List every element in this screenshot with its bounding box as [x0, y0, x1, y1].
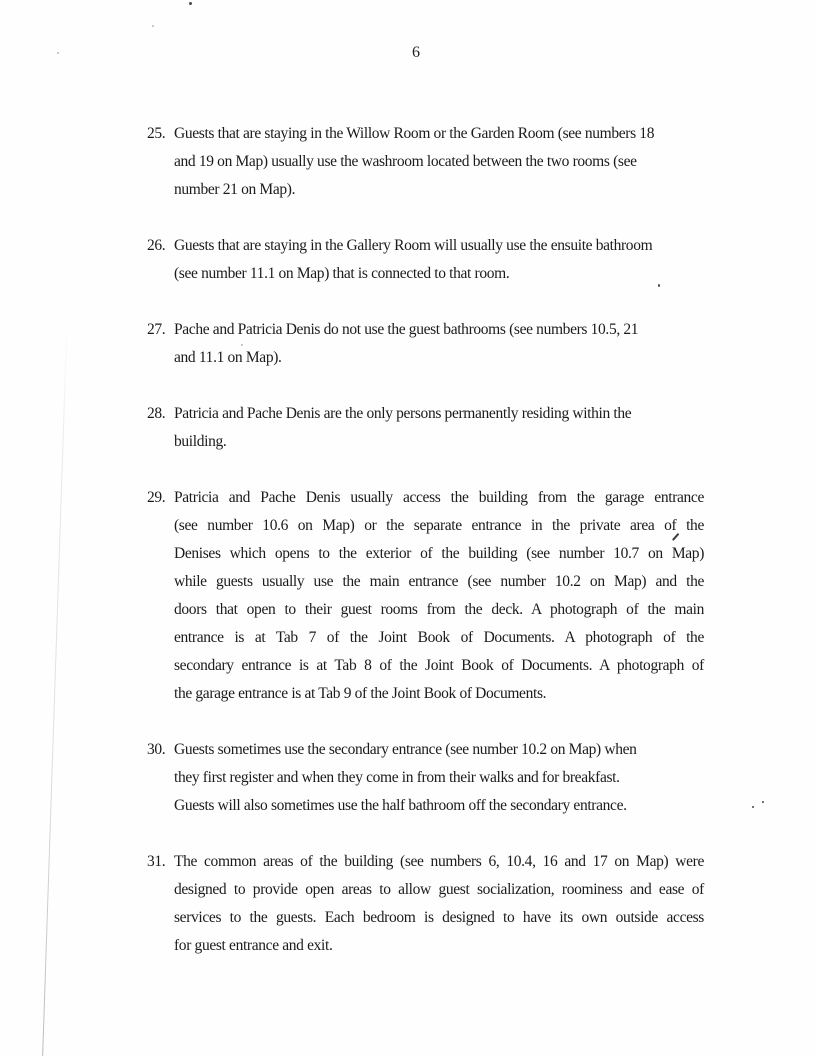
- paragraph-line: building.: [174, 433, 227, 450]
- paragraph-number: 25.: [147, 125, 166, 142]
- scan-speck: [762, 801, 764, 803]
- paragraph-number: 29.: [147, 489, 166, 506]
- paragraph-line: services to the guests. Each bedroom is designed to have its own outside access: [174, 909, 704, 926]
- scan-speck: [189, 2, 192, 5]
- paragraph-line: Guests sometimes use the secondary entrance (see number 10.2 on Map) when: [174, 741, 637, 758]
- paragraph-line: and 11.1 on Map).: [174, 349, 282, 366]
- paragraph-line: The common areas of the building (see numbers 6, 10.4, 16 and 17 on Map) were: [174, 853, 704, 870]
- paragraph-line: and 19 on Map) usually use the washroom located between the two rooms (see: [174, 153, 637, 170]
- paragraph-number: 31.: [147, 853, 166, 870]
- scan-speck: [57, 52, 59, 54]
- paragraph-line: while guests usually use the main entrance (see number 10.2 on Map) and the: [174, 573, 704, 590]
- paragraph-line: for guest entrance and exit.: [174, 937, 333, 954]
- paragraph-line: they first register and when they come in from their walks and for breakfast.: [174, 769, 620, 786]
- scan-speck: [152, 25, 154, 27]
- paragraph-line: Patricia and Pache Denis are the only persons permanently residing within the: [174, 405, 632, 422]
- scan-speck: [658, 284, 660, 287]
- scan-speck: [241, 344, 243, 346]
- paragraph-line: Guests that are staying in the Willow Room or the Garden Room (see numbers 18: [174, 125, 655, 142]
- paragraph: [147, 736, 704, 820]
- paragraph: [147, 316, 704, 372]
- paragraph-line: entrance is at Tab 7 of the Joint Book of Documents. A photograph of the: [174, 629, 704, 646]
- paragraph-line: secondary entrance is at Tab 8 of the Joint Book of Documents. A photograph of: [174, 657, 704, 674]
- paragraph-list: [147, 120, 704, 988]
- paragraph: [147, 848, 704, 960]
- paragraph-line: Guests that are staying in the Gallery Room will usually use the ensuite bathroom: [174, 237, 653, 254]
- paragraph-number: 30.: [147, 741, 166, 758]
- paragraph-line: the garage entrance is at Tab 9 of the Joint Book of Documents.: [174, 685, 547, 702]
- paragraph: [147, 120, 704, 204]
- paragraph-line: Patricia and Pache Denis usually access the building from the garage entrance: [174, 489, 704, 506]
- paragraph-number: 26.: [147, 237, 166, 254]
- paragraph-line: (see number 11.1 on Map) that is connected to that room.: [174, 265, 510, 282]
- paragraph: [147, 484, 704, 708]
- paragraph-line: (see number 10.6 on Map) or the separate entrance in the private area of the: [174, 517, 704, 534]
- paragraph-line: designed to provide open areas to allow guest socialization, roominess and ease of: [174, 881, 704, 898]
- paragraph: [147, 232, 704, 288]
- paragraph-line: Pache and Patricia Denis do not use the guest bathrooms (see numbers 10.5, 21: [174, 321, 639, 338]
- paragraph-line: number 21 on Map).: [174, 181, 296, 198]
- page-number: 6: [412, 44, 420, 61]
- paragraph-number: 27.: [147, 321, 166, 338]
- paragraph-number: 28.: [147, 405, 166, 422]
- paragraph-line: Denises which opens to the exterior of the building (see number 10.7 on Map): [174, 545, 704, 562]
- scan-fold-line: [42, 315, 68, 1056]
- paragraph-line: doors that open to their guest rooms from the deck. A photograph of the main: [174, 601, 704, 618]
- scan-speck: [752, 806, 754, 808]
- paragraph-line: Guests will also sometimes use the half bathroom off the secondary entrance.: [174, 797, 627, 814]
- paragraph: [147, 400, 704, 456]
